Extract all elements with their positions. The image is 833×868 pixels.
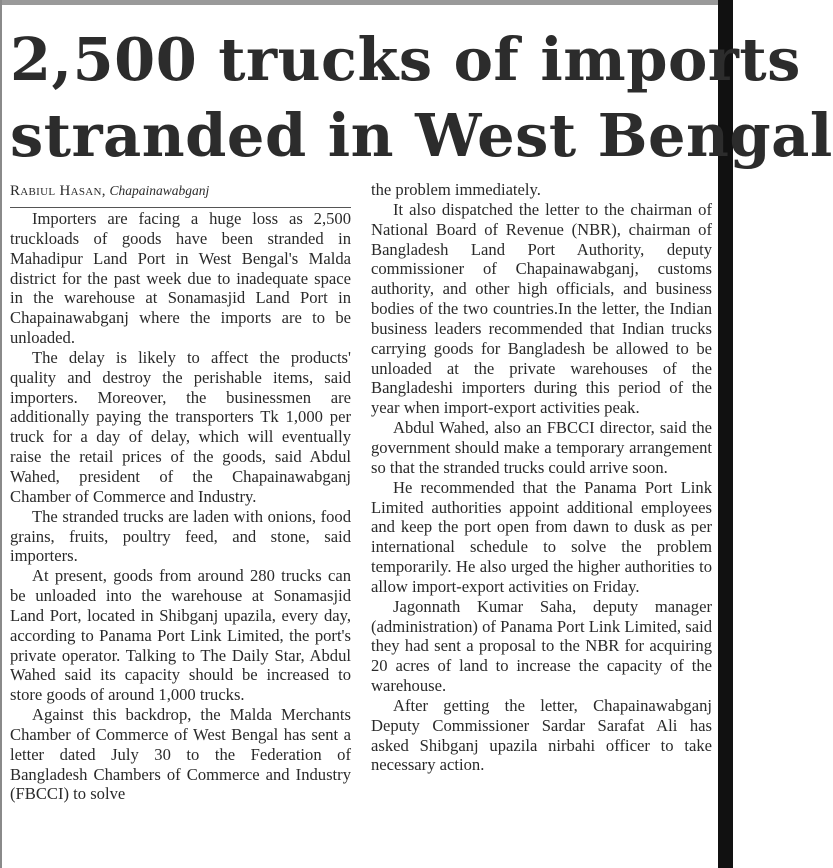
byline-divider [10,207,351,208]
headline-line-1: 2,500 trucks of imports [10,25,801,94]
scan-left-edge [0,0,2,868]
paragraph: Jagonnath Kumar Saha, deputy manager (administration) of Panama Port Link Limited, said they had sent a proposal to the NBR for acquiring 20 acres of land to increase the capacity of the warehouse. [371,596,712,696]
paragraph: The delay is likely to affect the products' quality and destroy the perishable items, said importers. Moreover, the businessmen are additionally paying the transporters Tk 1,000 per truck for a day of delay, which will eventually raise the retail prices of the goods, said Abdul Wahed, president of the Chapainawabganj Chamber of Commerce and Industry. [10,347,351,506]
paragraph: Abdul Wahed, also an FBCCI director, said the government should make a temporary arrangement so that the stranded trucks could arrive soon. [371,418,712,477]
paragraph: Importers are facing a huge loss as 2,500 truckloads of goods have been stranded in Mahadipur Land Port in West Bengal's Malda district for the past week due to inadequate space in the warehouse at Sonamasjid Land Port in Chapainawabganj where the imports are to be unloaded. [10,209,351,348]
paragraph: Against this backdrop, the Malda Merchants Chamber of Commerce of West Bengal has sent a letter dated July 30 to the Federation of Bangladesh Chambers of Commerce and Industry (FBCCI) to solve [10,705,351,804]
paragraph-continuation: the problem immediately. [371,180,541,199]
paragraph: At present, goods from around 280 trucks can be unloaded into the warehouse at Sonamasjid Land Port, located in Shibganj upazila, every day, according to Panama Port Link Limited, the port's private operator. Talking to The Daily Star, Abdul Wahed said its capacity should be increased to store goods of around 1,000 trucks. [10,566,351,705]
byline-location: Chapainawabganj [109,183,210,198]
paragraph: He recommended that the Panama Port Link Limited authorities appoint additional employees and keep the port open from dawn to dusk as per international schedule to solve the problem temporarily. He also urged the higher authorities to allow import-export activities on Friday. [371,477,712,596]
column-left [10,181,351,804]
byline [10,181,351,201]
paragraph: After getting the letter, Chapainawabganj Deputy Commissioner Sardar Sarafat Ali has asked Shibganj upazila nirbahi officer to take necessary action. [371,695,712,775]
column-right [371,180,712,775]
headline [10,22,833,174]
paragraph: The stranded trucks are laden with onions, food grains, fruits, poultry feed, and stone, said importers. [10,506,351,566]
scan-top-edge [0,0,718,5]
paragraph: It also dispatched the letter to the chairman of National Board of Revenue (NBR), chairman of Bangladesh Land Port Authority, deputy commissioner of Chapainawabganj, customs authority, and other high officials, and business bodies of the two countries.In the letter, the Indian business leaders recommended that Indian trucks carrying goods for Bangladesh be allowed to be unloaded at the private warehouses of the Bangladeshi importers during this period of the year when import-export activities peak. [371,199,712,418]
byline-author: Rabiul Hasan, [10,183,106,199]
headline-line-2: stranded in West Bengal [10,101,833,170]
